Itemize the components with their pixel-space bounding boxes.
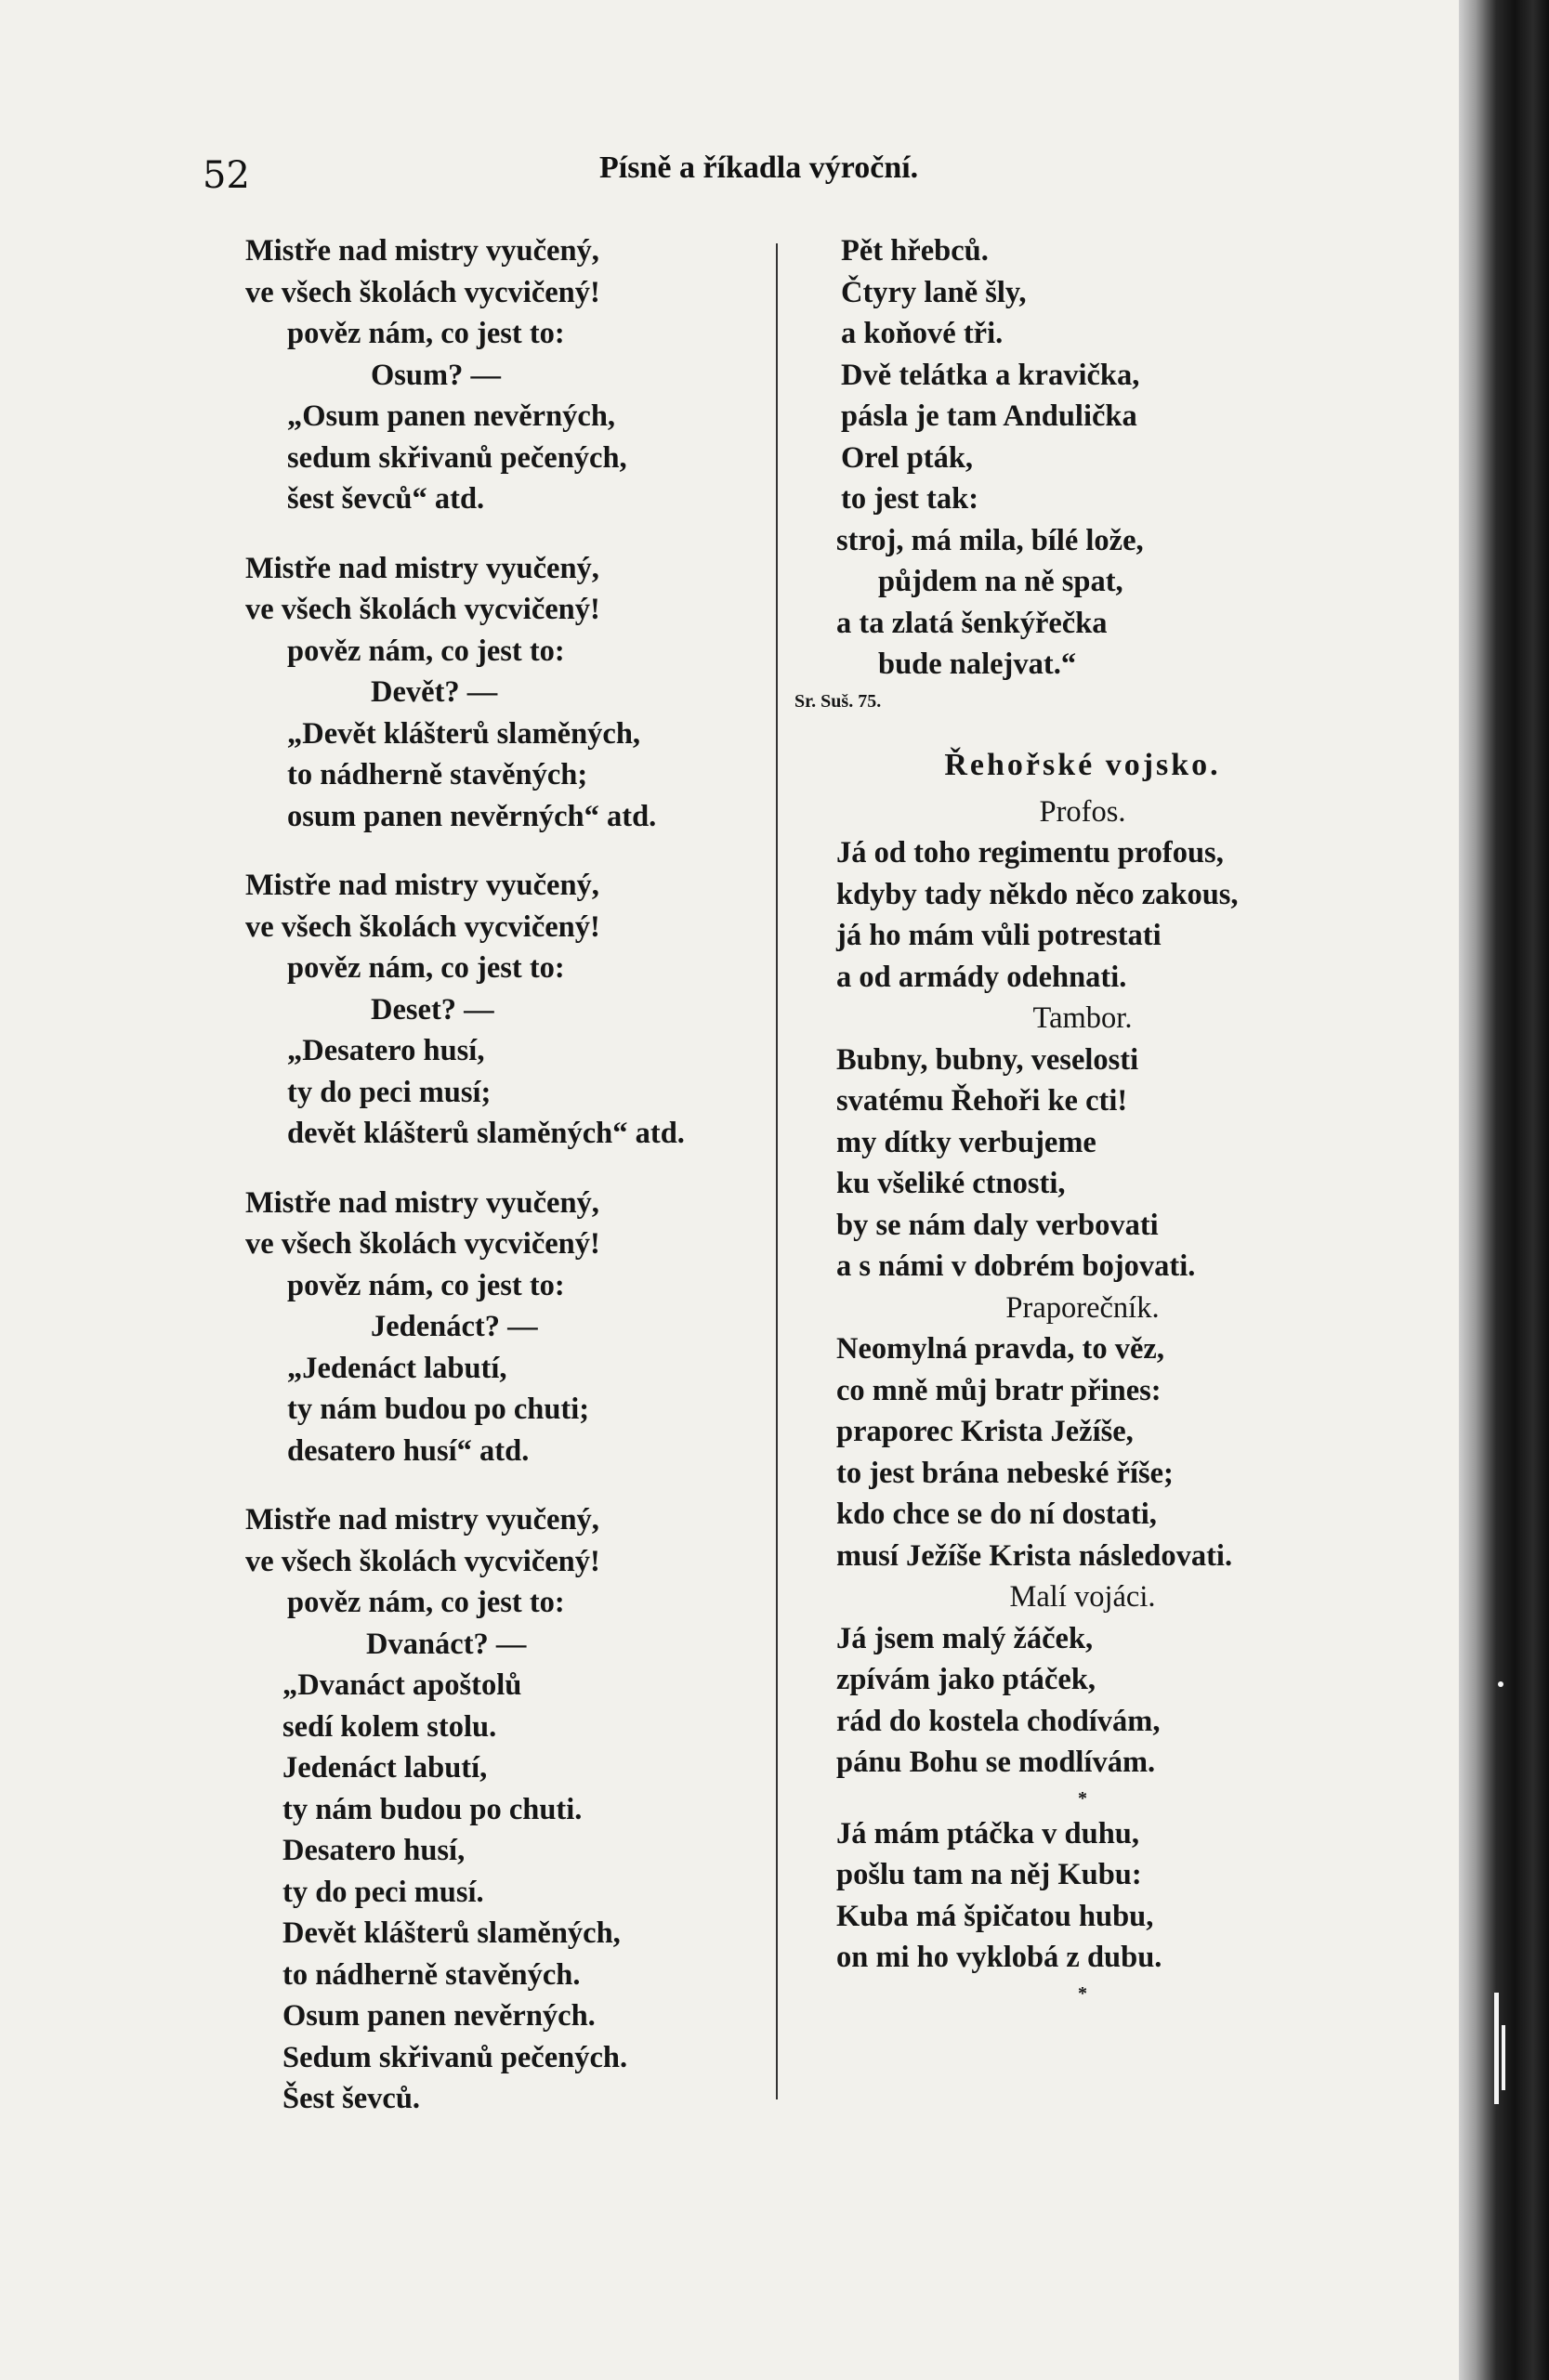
source-reference: Sr. Suš. 75. xyxy=(794,690,882,712)
verse-line: pověz nám, co jest to: xyxy=(287,1268,565,1302)
verse-line: svatému Řehoři ke cti! xyxy=(836,1084,1128,1118)
stanza-ending xyxy=(794,230,1371,686)
verse-line: „Osum panen nevěrných, xyxy=(287,399,616,433)
stanza xyxy=(245,230,766,520)
verse-line: Neomylná pravda, to věz, xyxy=(836,1332,1164,1366)
verse-line: ty nám budou po chuti. xyxy=(282,1792,583,1826)
verse-line: pásla je tam Andulička xyxy=(841,399,1137,433)
verse-line: to jest brána nebeské říše; xyxy=(836,1456,1174,1490)
speaker-label: Malí vojáci. xyxy=(1009,1580,1156,1614)
verse-line: Mistře nad mistry vyučený, xyxy=(245,869,599,902)
verse-line: ty nám budou po chuti; xyxy=(287,1393,590,1426)
verse-line: Mistře nad mistry vyučený, xyxy=(245,551,599,585)
verse-line: to nádherně stavěných; xyxy=(287,758,588,791)
verse-line: Desatero husí, xyxy=(282,1834,466,1867)
verse-line: osum panen nevěrných“ atd. xyxy=(287,799,657,833)
verse-line: ku všeliké ctnosti, xyxy=(836,1167,1066,1200)
stanza xyxy=(245,865,766,1155)
end-separator: * xyxy=(1078,1982,1087,2004)
speaker-label: Praporečník. xyxy=(1005,1290,1160,1325)
verse-line: ve všech školách vycvičený! xyxy=(245,1227,600,1261)
column-divider xyxy=(776,243,778,2099)
verse-line: ve všech školách vycvičený! xyxy=(245,1544,600,1578)
verse-line: co mně můj bratr přines: xyxy=(836,1373,1162,1407)
verse-line: „Devět klášterů slaměných, xyxy=(287,716,641,751)
section-title: Řehořské vojsko. xyxy=(944,747,1221,782)
verse-line: pověz nám, co jest to: xyxy=(287,951,565,985)
verse-line: Šest ševců. xyxy=(282,2082,421,2115)
stanza xyxy=(245,1183,766,1472)
verse-line: Dvanáct? — xyxy=(366,1627,527,1661)
verse-line: Bubny, bubny, veselosti xyxy=(836,1042,1139,1077)
verse-line: Jedenáct labutí, xyxy=(282,1751,488,1785)
page-header xyxy=(0,149,1459,204)
verse-line: my dítky verbujeme xyxy=(836,1125,1096,1159)
verse-line: pověz nám, co jest to: xyxy=(287,317,565,350)
verse-line: zpívám jako ptáček, xyxy=(836,1663,1096,1696)
verse-line: kdyby tady někdo něco zakous, xyxy=(836,877,1239,911)
verse-line: on mi ho vyklobá z dubu. xyxy=(836,1941,1162,1974)
stanza xyxy=(245,1499,766,2120)
verse-line: „Jedenáct labutí, xyxy=(287,1351,507,1385)
edge-speck xyxy=(1498,1681,1503,1687)
edge-glyph-fragment xyxy=(1494,1993,1499,2104)
verse-line: Devět? — xyxy=(371,675,498,709)
facing-page-edge xyxy=(1459,0,1549,2380)
verse-line: „Desatero husí, xyxy=(287,1034,485,1067)
stanza xyxy=(245,548,766,838)
verse-line: pánu Bohu se modlívám. xyxy=(836,1746,1156,1779)
right-column xyxy=(794,230,1371,2008)
verse-line: Sedum skřivanů pečených. xyxy=(282,2040,628,2074)
verse-line: Pět hřebců. xyxy=(841,234,989,268)
left-column xyxy=(245,230,766,2120)
verse-line: by se nám daly verbovati xyxy=(836,1208,1159,1242)
verse-line: ty do peci musí. xyxy=(282,1875,484,1909)
verse-line: a ta zlatá šenkýřečka xyxy=(836,606,1108,640)
verse-line: to nádherně stavěných. xyxy=(282,1957,581,1992)
verse-line: pověz nám, co jest to: xyxy=(287,1586,565,1619)
verse-line: Osum panen nevěrných. xyxy=(282,1999,596,2033)
verse-line: Jedenáct? — xyxy=(371,1310,538,1343)
verse-line: Orel pták, xyxy=(841,440,974,475)
verse-line: Osum? — xyxy=(371,358,501,392)
verse-line: sedí kolem stolu. xyxy=(282,1709,497,1744)
verse-line: rád do kostela chodívám, xyxy=(836,1704,1161,1738)
verse-line: a koňové tři. xyxy=(841,317,1004,350)
verse-line: sedum skřivanů pečených, xyxy=(287,440,627,475)
speaker-label: Tambor. xyxy=(1032,1001,1133,1035)
verse-line: ty do peci musí; xyxy=(287,1075,492,1109)
speaker-label: Profos. xyxy=(1039,794,1126,829)
verse-line: pošlu tam na něj Kubu: xyxy=(836,1858,1142,1891)
verse-line: Kuba má špičatou hubu, xyxy=(836,1899,1154,1933)
edge-glyph-fragment xyxy=(1502,2025,1505,2090)
verse-line: Já mám ptáčka v duhu, xyxy=(836,1816,1139,1850)
page-number: 52 xyxy=(203,154,250,197)
verse-line: to jest tak: xyxy=(841,482,979,516)
verse-line: Čtyry laně šly, xyxy=(841,275,1027,309)
verse-line: musí Ježíše Krista následovati. xyxy=(836,1538,1233,1573)
verse-line: Já jsem malý žáček, xyxy=(836,1621,1094,1655)
verse-line: pověz nám, co jest to: xyxy=(287,634,565,668)
verse-line: „Dvanáct apoštolů xyxy=(282,1668,522,1702)
verse-line: a s námi v dobrém bojovati. xyxy=(836,1249,1196,1283)
verse-line: praporec Krista Ježíše, xyxy=(836,1415,1134,1448)
verse-line: a od armády odehnati. xyxy=(836,960,1127,994)
verse-line: půjdem na ně spat, xyxy=(878,565,1123,598)
verse-line: Dvě telátka a kravička, xyxy=(841,358,1140,392)
verse-line: Mistře nad mistry vyučený, xyxy=(245,1185,599,1220)
verse-line: Mistře nad mistry vyučený, xyxy=(245,234,599,268)
verse-line: kdo chce se do ní dostati, xyxy=(836,1497,1157,1531)
verse-line: devět klášterů slaměných“ atd. xyxy=(287,1117,685,1150)
verse-line: stroj, má mila, bílé lože, xyxy=(836,523,1144,557)
running-title: Písně a říkadla výroční. xyxy=(599,150,919,185)
verse-line: Devět klášterů slaměných, xyxy=(282,1916,621,1950)
verse-line: Mistře nad mistry vyučený, xyxy=(245,1503,599,1537)
verse-line: ve všech školách vycvičený! xyxy=(245,909,600,944)
verse-line: desatero husí“ atd. xyxy=(287,1433,530,1468)
verse-line: Deset? — xyxy=(371,992,494,1027)
verse-line: Já od toho regimentu profous, xyxy=(836,836,1224,870)
verse-line: ve všech školách vycvičený! xyxy=(245,275,600,309)
verse-line: bude nalejvat.“ xyxy=(878,647,1077,681)
verse-line: já ho mám vůli potrestati xyxy=(836,919,1162,952)
verse-line: šest ševců“ atd. xyxy=(287,482,485,516)
verse-line: ve všech školách vycvičený! xyxy=(245,593,600,626)
section-separator: * xyxy=(1078,1787,1087,1809)
